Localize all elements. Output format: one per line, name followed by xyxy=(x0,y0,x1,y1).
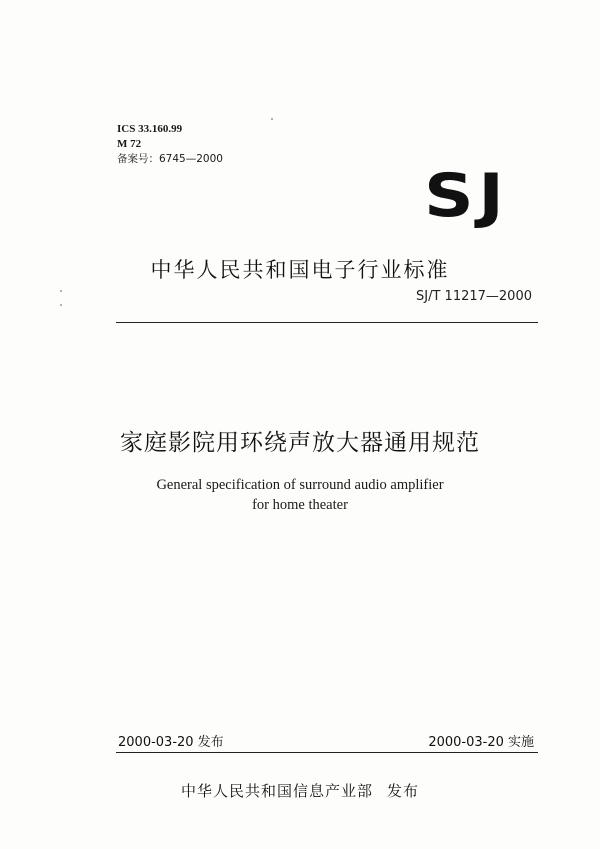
implementation-date: 2000-03-20 实施 xyxy=(428,735,534,750)
classification-block xyxy=(117,122,223,167)
top-divider xyxy=(116,322,538,323)
title-en-line-1: General specification of surround audio amplifier xyxy=(156,477,444,493)
issuer-name: 中华人民共和国信息产业部 xyxy=(180,782,373,800)
bottom-divider xyxy=(116,752,538,753)
issuer-action: 发布 xyxy=(387,782,420,800)
document-title-cn: 家庭影院用环绕声放大器通用规范 xyxy=(120,430,480,456)
issuing-authority xyxy=(0,780,600,801)
scan-speck xyxy=(60,304,62,306)
issue-date: 2000-03-20 发布 xyxy=(118,735,224,750)
title-en-line-2: for home theater xyxy=(252,497,348,513)
standard-number: SJ/T 11217—2000 xyxy=(416,289,532,304)
document-title-en xyxy=(0,475,600,515)
filing-number: 备案号：6745—2000 xyxy=(117,153,223,165)
standard-category-title: 中华人民共和国电子行业标准 xyxy=(150,258,450,282)
scan-speck xyxy=(60,290,62,292)
ccs-code: M 72 xyxy=(117,138,142,150)
ics-code: ICS 33.160.99 xyxy=(117,123,183,135)
scan-speck xyxy=(271,118,273,120)
sj-logo: SJ xyxy=(424,161,509,231)
